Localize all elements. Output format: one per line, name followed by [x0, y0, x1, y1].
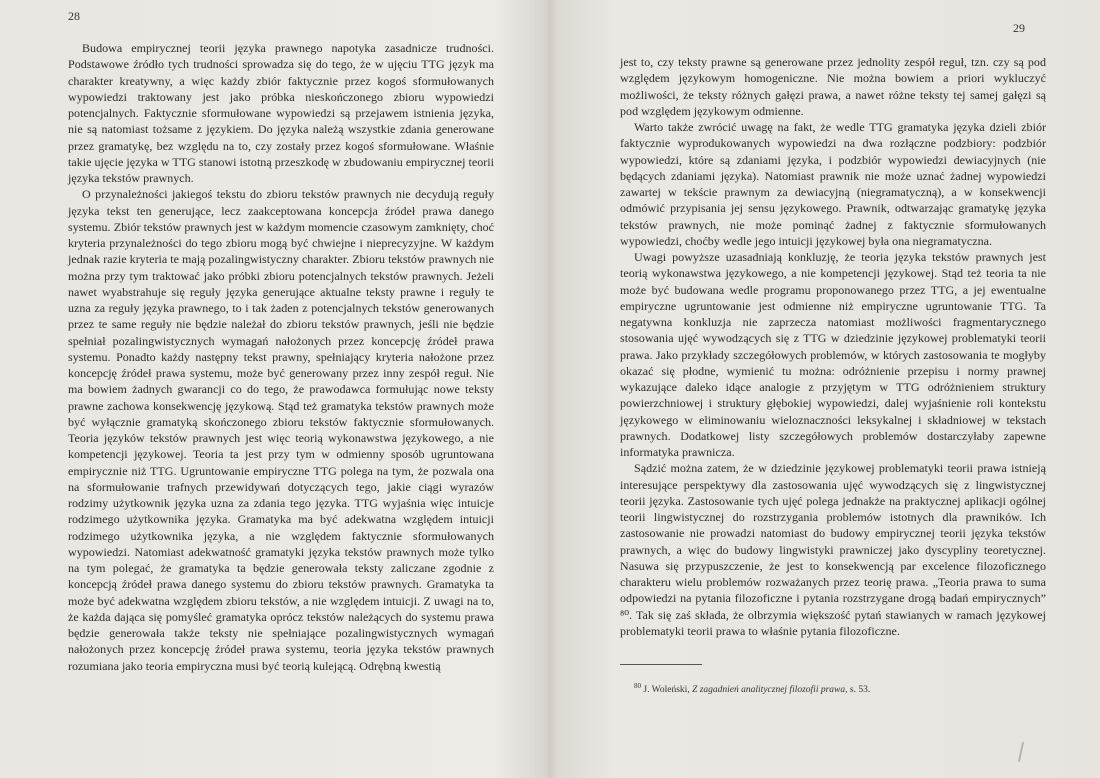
left-page-body	[68, 40, 494, 674]
footnote-page: s. 53.	[849, 685, 871, 696]
footnote-title: Z zagadnień analitycznej filozofii prawa,	[692, 685, 848, 696]
right-page-body	[620, 54, 1046, 639]
paragraph: O przynależności jakiegoś tekstu do zbioru tekstów prawnych nie decydują reguły języka tekst ten generujące, lecz zaakceptowana koncepcja źródeł prawa danego systemu. Zbiór tekstów prawnych jest w każdym momencie czasowym zamknięty, choć kryteria przynależności do tego zbioru mogą być chwiejne i nieprecyzyjne. W każdym jednak razie kryteria te mają pozalingwistyczny charakter. Zbioru tekstów prawnych nie można przy tym traktować jako próbki zbioru potencjalnych tekstów prawnych. Jeżeli nawet wyabstrahuje się reguły języka generujące aktualne teksty prawne i reguły te uzna za reguły języka prawnego, to i tak żaden z potencjalnych tekstów generowanych przez te same reguły nie będzie należał do zbioru tekstów prawnych, jeśli nie będzie spełniał pozalingwistycznych wymagań nałożonych przez koncepcję źródeł prawa systemu. Ponadto każdy następny tekst prawny, spełniający kryteria nałożone przez koncepcję źródeł prawa systemu, może być generowany przez inny zespół reguł. Nie ma bowiem żadnych gwarancji co do tego, że prawodawca formułując nowe teksty prawne zachowa konsekwencję językową. Stąd też gramatyka tekstów prawnych może być wyłącznie gramatyką skończonego zbioru tekstów faktycznie sformułowanych. Teoria języków tekstów prawnych jest więc teorią wykonawstwa językowego, a nie kompetencji językowej. Teoria ta jest przy tym w odmienny sposób ugruntowana empirycznie niż TTG. Ugruntowanie empiryczne TTG polega na tym, że pozwala ona na sformułowanie trafnych przewidywań dotyczących tego, jakie ciągi wyrazów rodzimy użytkownik języka uzna za zdania tego języka. TTG wyjaśnia więc intuicje rodzimego użytkownika języka. Gramatyka ma być adekwatna względem intuicji rodzimego użytkownika języka, a nie względem faktycznie sformułowanych wypowiedzi. Natomiast adekwatność gramatyki języka tekstów prawnych może tylko na tym polegać, że gramatyka ta będzie generowała teksty zaliczane zgodnie z koncepcją źródeł prawa danego systemu do zbioru tekstów prawnych. Gramatyka ta może być adekwatna względem zbioru tekstów, a nie względem intuicji. Z uwagi na to, że każda dająca się pomyśleć gramatyka oprócz tekstów należących do systemu prawa będzie generowała także teksty nie spełniające pozalingwistycznych wymagań nałożonych przez koncepcję źródeł prawa systemu, teoria języka tekstów prawnych rozumiana jako teoria empiryczna musi być teorią kulejącą. Odrębną kwestią	[68, 187, 495, 673]
page-number: 29	[1013, 21, 1025, 35]
paragraph: Budowa empirycznej teorii języka prawnego napotyka zasadnicze trudności. Podstawowe źródło tych trudności sprowadza się do tego, że w ujęciu TTG język ma charakter kreatywny, a więc każdy zbiór faktycznie przez kogoś sformułowanych wypowiedzi traktowany jest jako próbka nieskończonego zbioru wypowiedzi potencjalnych. Faktycznie sformułowane wypowiedzi są przejawem istnienia języka, nie są natomiast tożsame z językiem. Do języka należą wszystkie zdania generowane przez gramatykę, bez względu na to, czy zostały przez kogoś sformułowane. Właśnie takie ujęcie języka w TTG stanowi istotną przeszkodę w zbudowaniu empirycznej teorii języka tekstów prawnych.	[68, 41, 494, 185]
paragraph: Sądzić można zatem, że w dziedzinie językowej problematyki teorii prawa istnieją interesujące perspektywy dla zastosowania ujęć wywodzących się z lingwistycznej teorii języka. Zastosowanie tych ujęć polega jednakże na praktycznej aplikacji ogólnej teorii lingwistycznej do rozstrzygania problemów istotnych dla prawników. Ich zastosowanie nie prowadzi natomiast do budowy empirycznej teorii języka tekstów prawnych, a więc do budowy lingwistyki prawniczej jako dyscypliny teoretycznej. Nasuwa się przypuszczenie, że jest to konsekwencją par excelence filozoficznego charakteru wielu problemów rozważanych przez teorię prawa. „Teoria prawa to suma odpowiedzi na pytania filozoficzne i pytania rozstrzygane drogą badań empirycznych” ⁸⁰. Tak się zaś składa, że olbrzymia większość pytań stawianych w ramach językowej problematyki teorii prawa to właśnie pytania filozoficzne.	[620, 461, 1046, 638]
paragraph: Warto także zwrócić uwagę na fakt, że wedle TTG gramatyka języka dzieli zbiór faktycznie wyprodukowanych wypowiedzi na dwa rozłączne podzbiory: podzbiór wypowiedzi, które są zdaniami języka, i podzbiór wypowiedzi dewiacyjnych (nie będących zdaniami języka). Natomiast prawnik nie może uznać żadnej wypowiedzi zawartej w tekście prawnym za dewiacyjną (niegramatyczną), a w konsekwencji odmówić przypisania jej sensu językowego. Prawnik, odtwarzając gramatykę języka tekstów prawnych, nie może pominąć żadnej z faktycznie sformułowanych wypowiedzi, choćby wedle jego intuicji językowej była ona niegramatyczna.	[620, 120, 1046, 248]
paragraph: Uwagi powyższe uzasadniają konkluzję, że teoria języka tekstów prawnych jest teorią wykonawstwa językowego, a nie kompetencji językowej. Stąd też teoria ta nie może być budowana wedle programu proponowanego przez TTG, a jej ewentualne empiryczne ugruntowanie jest odmienne niż empiryczne ugruntowanie TTG. Ta negatywna konkluzja nie zaprzecza natomiast możliwości fragmentarycznego stosowania ujęć wywodzących się z TTG w dziedzinie językowej problematyki teorii prawa. Jako przykłady szczegółowych problemów, w których zastosowania te mogłyby okazać się płodne, wymienić tu można: odróżnienie przepisu i normy prawnej wykazujące daleko idące analogie z przyjętym w TTG odróżnieniem struktury powierzchniowej i struktury głębokiej wypowiedzi, dalej wyjaśnienie roli kontekstu językowego w eliminowaniu wieloznaczności leksykalnej i składniowej w tekstach prawnych. Dodatkowej listy szczegółowych problemów dostarczyłaby zapewne informatyka prawnicza.	[620, 250, 1046, 459]
footnote-author: J. Woleński,	[643, 685, 690, 696]
paragraph: jest to, czy teksty prawne są generowane przez jednolity zespół reguł, tzn. czy są pod względem językowym homogeniczne. Nie można bowiem a priori wykluczyć możliwości, że teksty różnych gałęzi prawa, a nawet różne teksty tej samej gałęzi są pod względem językowym odmienne.	[620, 55, 1046, 118]
footnote-rule	[620, 664, 702, 665]
footnote-marker: 80	[634, 682, 641, 690]
page-number: 28	[68, 9, 80, 23]
footnote	[634, 682, 870, 695]
right-page	[550, 0, 1100, 778]
